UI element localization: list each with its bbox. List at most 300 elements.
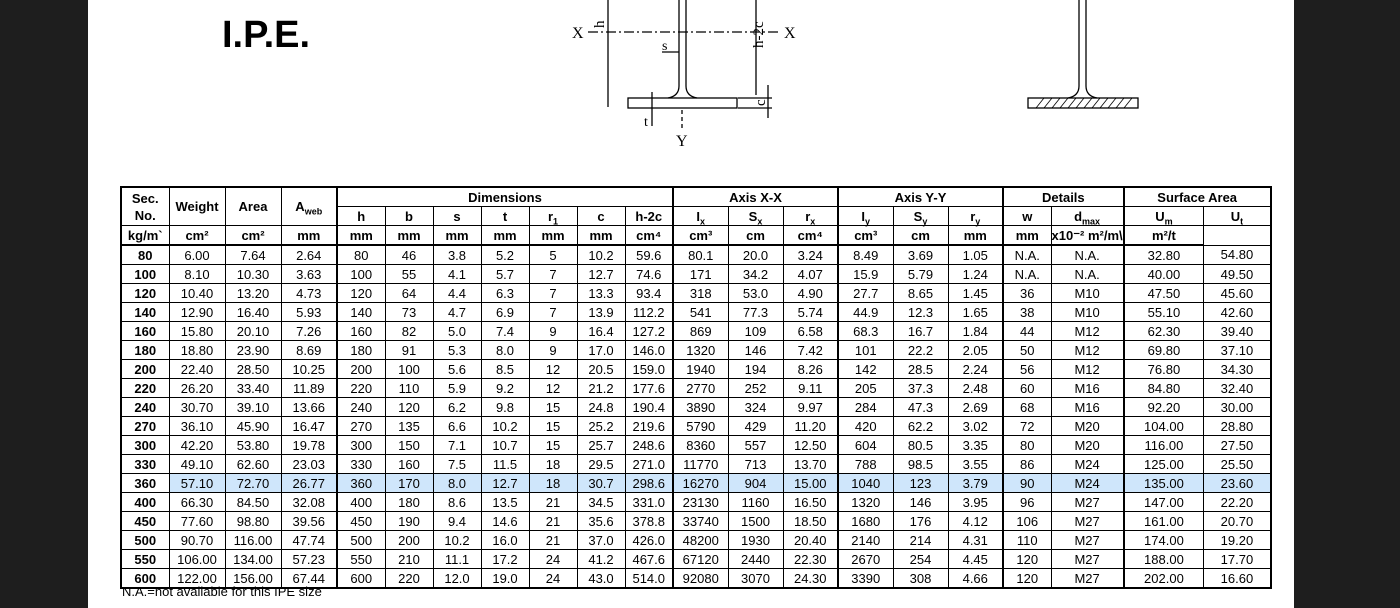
value-cell: 174.00 xyxy=(1124,531,1204,550)
value-cell: 214 xyxy=(893,531,948,550)
value-cell: 18.80 xyxy=(169,341,225,360)
t-label: t xyxy=(644,115,648,130)
value-cell: 72 xyxy=(1003,417,1051,436)
value-cell: 2670 xyxy=(838,550,893,569)
section-number-cell: 600 xyxy=(121,569,169,589)
value-cell: 12 xyxy=(529,360,577,379)
value-cell: 28.5 xyxy=(893,360,948,379)
col-header: h xyxy=(337,207,385,226)
value-cell: 8.26 xyxy=(783,360,838,379)
value-cell: 9.8 xyxy=(481,398,529,417)
value-cell: 16.4 xyxy=(577,322,625,341)
value-cell: 171 xyxy=(673,265,728,284)
value-cell: 28.50 xyxy=(225,360,281,379)
value-cell: 42.20 xyxy=(169,436,225,455)
value-cell: 541 xyxy=(673,303,728,322)
value-cell: 96 xyxy=(1003,493,1051,512)
value-cell: 1680 xyxy=(838,512,893,531)
value-cell: 5.79 xyxy=(893,265,948,284)
value-cell: 68 xyxy=(1003,398,1051,417)
value-cell: 604 xyxy=(838,436,893,455)
value-cell: 146.0 xyxy=(625,341,673,360)
unit-header: mm xyxy=(1003,226,1051,246)
value-cell: 420 xyxy=(838,417,893,436)
value-cell: 45.60 xyxy=(1204,284,1271,303)
value-cell: 190.4 xyxy=(625,398,673,417)
value-cell: 13.3 xyxy=(577,284,625,303)
section-number-cell: 80 xyxy=(121,245,169,265)
value-cell: 161.00 xyxy=(1124,512,1204,531)
value-cell: 32.08 xyxy=(281,493,337,512)
value-cell: 219.6 xyxy=(625,417,673,436)
value-cell: 467.6 xyxy=(625,550,673,569)
value-cell: 69.80 xyxy=(1124,341,1204,360)
col-header: $I_x$ xyxy=(673,207,728,226)
value-cell: 34.5 xyxy=(577,493,625,512)
value-cell: 1040 xyxy=(838,474,893,493)
value-cell: 3070 xyxy=(728,569,783,589)
col-header: $r_x$ xyxy=(783,207,838,226)
ipe-section-diagram xyxy=(88,0,1294,186)
section-number-cell: 140 xyxy=(121,303,169,322)
value-cell: 34.30 xyxy=(1204,360,1271,379)
value-cell: 57.23 xyxy=(281,550,337,569)
x-axis-label-left: X xyxy=(572,25,584,42)
value-cell: 36 xyxy=(1003,284,1051,303)
value-cell: 11.1 xyxy=(433,550,481,569)
value-cell: 116.00 xyxy=(225,531,281,550)
value-cell: 400 xyxy=(337,493,385,512)
value-cell: 2440 xyxy=(728,550,783,569)
value-cell: M20 xyxy=(1051,417,1124,436)
value-cell: 39.40 xyxy=(1204,322,1271,341)
value-cell: 26.20 xyxy=(169,379,225,398)
value-cell: 20.70 xyxy=(1204,512,1271,531)
value-cell: 22.20 xyxy=(1204,493,1271,512)
value-cell: 450 xyxy=(337,512,385,531)
value-cell: N.A. xyxy=(1003,265,1051,284)
value-cell: 80.5 xyxy=(893,436,948,455)
col-header: t xyxy=(481,207,529,226)
value-cell: 45.90 xyxy=(225,417,281,436)
value-cell: 37.0 xyxy=(577,531,625,550)
value-cell: 123 xyxy=(893,474,948,493)
ipe-table-wrapper xyxy=(120,186,1272,589)
value-cell: 10.2 xyxy=(577,245,625,265)
table-row xyxy=(121,379,1271,398)
value-cell: 254 xyxy=(893,550,948,569)
col-header: s xyxy=(433,207,481,226)
value-cell: 6.2 xyxy=(433,398,481,417)
unit-header: mm xyxy=(433,226,481,246)
value-cell: 202.00 xyxy=(1124,569,1204,589)
value-cell: 15.80 xyxy=(169,322,225,341)
value-cell: 1.05 xyxy=(948,245,1003,265)
value-cell: 4.73 xyxy=(281,284,337,303)
col-header: $d_{max}$ xyxy=(1051,207,1124,226)
value-cell: 180 xyxy=(385,493,433,512)
value-cell: 98.80 xyxy=(225,512,281,531)
section-number-cell: 240 xyxy=(121,398,169,417)
c-label: c xyxy=(753,99,769,106)
value-cell: 92.20 xyxy=(1124,398,1204,417)
value-cell: 1930 xyxy=(728,531,783,550)
value-cell: 91 xyxy=(385,341,433,360)
value-cell: 80 xyxy=(337,245,385,265)
value-cell: 41.2 xyxy=(577,550,625,569)
value-cell: 82 xyxy=(385,322,433,341)
value-cell: 220 xyxy=(337,379,385,398)
value-cell: 47.74 xyxy=(281,531,337,550)
value-cell: M24 xyxy=(1051,455,1124,474)
value-cell: 77.60 xyxy=(169,512,225,531)
value-cell: 160 xyxy=(385,455,433,474)
value-cell: 66.30 xyxy=(169,493,225,512)
value-cell: 194 xyxy=(728,360,783,379)
value-cell: 4.4 xyxy=(433,284,481,303)
value-cell: 190 xyxy=(385,512,433,531)
value-cell: 32.40 xyxy=(1204,379,1271,398)
value-cell: 38 xyxy=(1003,303,1051,322)
table-row xyxy=(121,436,1271,455)
value-cell: 11.20 xyxy=(783,417,838,436)
value-cell: 59.6 xyxy=(625,245,673,265)
ipe-hatched-section-drawing xyxy=(1028,0,1138,108)
value-cell: 68.3 xyxy=(838,322,893,341)
group-header-dimensions: Dimensions xyxy=(337,187,673,207)
value-cell: 308 xyxy=(893,569,948,589)
value-cell: 16.7 xyxy=(893,322,948,341)
col-header-area: Area xyxy=(225,187,281,226)
value-cell: 74.6 xyxy=(625,265,673,284)
unit-header: cm² xyxy=(169,226,225,246)
value-cell: 11.5 xyxy=(481,455,529,474)
value-cell: 4.31 xyxy=(948,531,1003,550)
value-cell: 40.00 xyxy=(1124,265,1204,284)
value-cell: 140 xyxy=(337,303,385,322)
value-cell: 8.0 xyxy=(433,474,481,493)
value-cell: 53.0 xyxy=(728,284,783,303)
value-cell: 24.30 xyxy=(783,569,838,589)
value-cell: 10.7 xyxy=(481,436,529,455)
value-cell: 6.9 xyxy=(481,303,529,322)
value-cell: 9.11 xyxy=(783,379,838,398)
value-cell: M20 xyxy=(1051,436,1124,455)
value-cell: 3.69 xyxy=(893,245,948,265)
value-cell: 22.2 xyxy=(893,341,948,360)
value-cell: 3.8 xyxy=(433,245,481,265)
value-cell: 20.0 xyxy=(728,245,783,265)
value-cell: 109 xyxy=(728,322,783,341)
value-cell: 176 xyxy=(893,512,948,531)
value-cell: 248.6 xyxy=(625,436,673,455)
value-cell: 11.89 xyxy=(281,379,337,398)
value-cell: 12.90 xyxy=(169,303,225,322)
value-cell: 147.00 xyxy=(1124,493,1204,512)
value-cell: 17.0 xyxy=(577,341,625,360)
value-cell: 98.5 xyxy=(893,455,948,474)
value-cell: 56 xyxy=(1003,360,1051,379)
value-cell: 200 xyxy=(385,531,433,550)
value-cell: 72.70 xyxy=(225,474,281,493)
value-cell: 10.2 xyxy=(481,417,529,436)
value-cell: 378.8 xyxy=(625,512,673,531)
table-row xyxy=(121,474,1271,493)
value-cell: 42.60 xyxy=(1204,303,1271,322)
value-cell: 21 xyxy=(529,512,577,531)
value-cell: 84.80 xyxy=(1124,379,1204,398)
value-cell: 101 xyxy=(838,341,893,360)
section-number-cell: 200 xyxy=(121,360,169,379)
value-cell: 1160 xyxy=(728,493,783,512)
unit-header: mm xyxy=(529,226,577,246)
value-cell: 15 xyxy=(529,436,577,455)
value-cell: 3.79 xyxy=(948,474,1003,493)
col-header-aweb: $A_{web}$ xyxy=(281,187,337,226)
value-cell: 12.7 xyxy=(481,474,529,493)
unit-header: mm xyxy=(948,226,1003,246)
value-cell: 177.6 xyxy=(625,379,673,398)
value-cell: 21.2 xyxy=(577,379,625,398)
table-row xyxy=(121,322,1271,341)
value-cell: 86 xyxy=(1003,455,1051,474)
value-cell: 20.5 xyxy=(577,360,625,379)
col-header: $I_y$ xyxy=(838,207,893,226)
value-cell: M16 xyxy=(1051,379,1124,398)
value-cell: 5.6 xyxy=(433,360,481,379)
value-cell: 4.12 xyxy=(948,512,1003,531)
value-cell: 15 xyxy=(529,398,577,417)
value-cell: 47.3 xyxy=(893,398,948,417)
table-row xyxy=(121,303,1271,322)
value-cell: M10 xyxy=(1051,303,1124,322)
value-cell: 17.70 xyxy=(1204,550,1271,569)
value-cell: 116.00 xyxy=(1124,436,1204,455)
value-cell: 12.3 xyxy=(893,303,948,322)
value-cell: 8360 xyxy=(673,436,728,455)
value-cell: 240 xyxy=(337,398,385,417)
section-number-cell: 500 xyxy=(121,531,169,550)
value-cell: 6.58 xyxy=(783,322,838,341)
value-cell: 5 xyxy=(529,245,577,265)
value-cell: 252 xyxy=(728,379,783,398)
value-cell: 24 xyxy=(529,550,577,569)
value-cell: 6.6 xyxy=(433,417,481,436)
value-cell: 23.90 xyxy=(225,341,281,360)
value-cell: 55.10 xyxy=(1124,303,1204,322)
value-cell: 134.00 xyxy=(225,550,281,569)
table-row xyxy=(121,284,1271,303)
value-cell: 104.00 xyxy=(1124,417,1204,436)
value-cell: 788 xyxy=(838,455,893,474)
value-cell: 34.2 xyxy=(728,265,783,284)
table-row xyxy=(121,493,1271,512)
value-cell: 1500 xyxy=(728,512,783,531)
value-cell: 11770 xyxy=(673,455,728,474)
header-row-units xyxy=(121,226,1271,246)
value-cell: 9.97 xyxy=(783,398,838,417)
value-cell: 54.80 xyxy=(1204,245,1271,265)
value-cell: 10.25 xyxy=(281,360,337,379)
col-header: $U_t$ xyxy=(1204,207,1271,226)
value-cell: 318 xyxy=(673,284,728,303)
value-cell: 160 xyxy=(337,322,385,341)
value-cell: 62.30 xyxy=(1124,322,1204,341)
value-cell: 10.30 xyxy=(225,265,281,284)
value-cell: 33.40 xyxy=(225,379,281,398)
value-cell: 30.00 xyxy=(1204,398,1271,417)
table-row xyxy=(121,398,1271,417)
value-cell: 112.2 xyxy=(625,303,673,322)
value-cell: 106 xyxy=(1003,512,1051,531)
value-cell: 9 xyxy=(529,322,577,341)
value-cell: 5.7 xyxy=(481,265,529,284)
section-number-cell: 180 xyxy=(121,341,169,360)
value-cell: 90 xyxy=(1003,474,1051,493)
value-cell: 12.0 xyxy=(433,569,481,589)
value-cell: 25.50 xyxy=(1204,455,1271,474)
value-cell: 19.20 xyxy=(1204,531,1271,550)
value-cell: M27 xyxy=(1051,569,1124,589)
value-cell: 30.7 xyxy=(577,474,625,493)
value-cell: 18 xyxy=(529,474,577,493)
value-cell: 271.0 xyxy=(625,455,673,474)
value-cell: 30.70 xyxy=(169,398,225,417)
value-cell: 27.7 xyxy=(838,284,893,303)
value-cell: 44 xyxy=(1003,322,1051,341)
value-cell: 3890 xyxy=(673,398,728,417)
value-cell: 21 xyxy=(529,531,577,550)
value-cell: 5.74 xyxy=(783,303,838,322)
value-cell: 270 xyxy=(337,417,385,436)
value-cell: M16 xyxy=(1051,398,1124,417)
value-cell: M10 xyxy=(1051,284,1124,303)
unit-header: mm xyxy=(577,226,625,246)
value-cell: 122.00 xyxy=(169,569,225,589)
x-axis-label-right: X xyxy=(784,25,796,42)
section-number-cell: 100 xyxy=(121,265,169,284)
value-cell: 4.1 xyxy=(433,265,481,284)
value-cell: 5.0 xyxy=(433,322,481,341)
value-cell: N.A. xyxy=(1051,245,1124,265)
value-cell: 106.00 xyxy=(169,550,225,569)
value-cell: 20.10 xyxy=(225,322,281,341)
section-number-cell: 270 xyxy=(121,417,169,436)
value-cell: 120 xyxy=(337,284,385,303)
value-cell: 500 xyxy=(337,531,385,550)
section-number-cell: 330 xyxy=(121,455,169,474)
value-cell: 13.20 xyxy=(225,284,281,303)
value-cell: 23.03 xyxy=(281,455,337,474)
value-cell: 22.40 xyxy=(169,360,225,379)
value-cell: 80 xyxy=(1003,436,1051,455)
value-cell: 16.0 xyxy=(481,531,529,550)
value-cell: 49.50 xyxy=(1204,265,1271,284)
table-row xyxy=(121,455,1271,474)
col-header: h-2c xyxy=(625,207,673,226)
value-cell: 150 xyxy=(385,436,433,455)
value-cell: 49.10 xyxy=(169,455,225,474)
table-row xyxy=(121,531,1271,550)
unit-header: x10⁻² m²/m\ xyxy=(1051,226,1124,246)
value-cell: 13.70 xyxy=(783,455,838,474)
unit-header: mm xyxy=(481,226,529,246)
h-label: h xyxy=(592,20,608,28)
value-cell: 3390 xyxy=(838,569,893,589)
value-cell: 24 xyxy=(529,569,577,589)
value-cell: 5.93 xyxy=(281,303,337,322)
value-cell: 2140 xyxy=(838,531,893,550)
value-cell: 7.42 xyxy=(783,341,838,360)
value-cell: 4.7 xyxy=(433,303,481,322)
value-cell: 13.9 xyxy=(577,303,625,322)
value-cell: 142 xyxy=(838,360,893,379)
value-cell: 10.40 xyxy=(169,284,225,303)
value-cell: 146 xyxy=(893,493,948,512)
value-cell: 7 xyxy=(529,303,577,322)
unit-header: kg/m` xyxy=(121,226,169,246)
value-cell: 55 xyxy=(385,265,433,284)
value-cell: M24 xyxy=(1051,474,1124,493)
value-cell: 3.02 xyxy=(948,417,1003,436)
ipe-properties-table xyxy=(120,186,1272,589)
value-cell: 3.24 xyxy=(783,245,838,265)
value-cell: 8.49 xyxy=(838,245,893,265)
value-cell: 53.80 xyxy=(225,436,281,455)
table-row xyxy=(121,245,1271,265)
value-cell: 15.00 xyxy=(783,474,838,493)
value-cell: 13.5 xyxy=(481,493,529,512)
value-cell: 1.84 xyxy=(948,322,1003,341)
value-cell: 25.7 xyxy=(577,436,625,455)
value-cell: 5790 xyxy=(673,417,728,436)
group-header-axis-yy: Axis Y-Y xyxy=(838,187,1003,207)
value-cell: 146 xyxy=(728,341,783,360)
value-cell: N.A. xyxy=(1003,245,1051,265)
value-cell: 21 xyxy=(529,493,577,512)
value-cell: 14.6 xyxy=(481,512,529,531)
value-cell: 62.2 xyxy=(893,417,948,436)
value-cell: 110 xyxy=(1003,531,1051,550)
value-cell: 426.0 xyxy=(625,531,673,550)
section-number-cell: 400 xyxy=(121,493,169,512)
value-cell: 7.1 xyxy=(433,436,481,455)
value-cell: M12 xyxy=(1051,341,1124,360)
col-header-sec: Sec. No. xyxy=(121,187,169,226)
value-cell: 2770 xyxy=(673,379,728,398)
value-cell: 324 xyxy=(728,398,783,417)
value-cell: 7 xyxy=(529,284,577,303)
value-cell: 77.3 xyxy=(728,303,783,322)
header-row-groups xyxy=(121,187,1271,207)
value-cell: 869 xyxy=(673,322,728,341)
value-cell: 600 xyxy=(337,569,385,589)
value-cell: 32.80 xyxy=(1124,245,1204,265)
value-cell: 1320 xyxy=(838,493,893,512)
value-cell: M27 xyxy=(1051,493,1124,512)
section-number-cell: 160 xyxy=(121,322,169,341)
value-cell: 8.5 xyxy=(481,360,529,379)
value-cell: 9 xyxy=(529,341,577,360)
value-cell: 8.69 xyxy=(281,341,337,360)
value-cell: 7.26 xyxy=(281,322,337,341)
value-cell: 28.80 xyxy=(1204,417,1271,436)
value-cell: 1940 xyxy=(673,360,728,379)
value-cell: 43.0 xyxy=(577,569,625,589)
value-cell: 120 xyxy=(385,398,433,417)
value-cell: 16270 xyxy=(673,474,728,493)
value-cell: 8.0 xyxy=(481,341,529,360)
